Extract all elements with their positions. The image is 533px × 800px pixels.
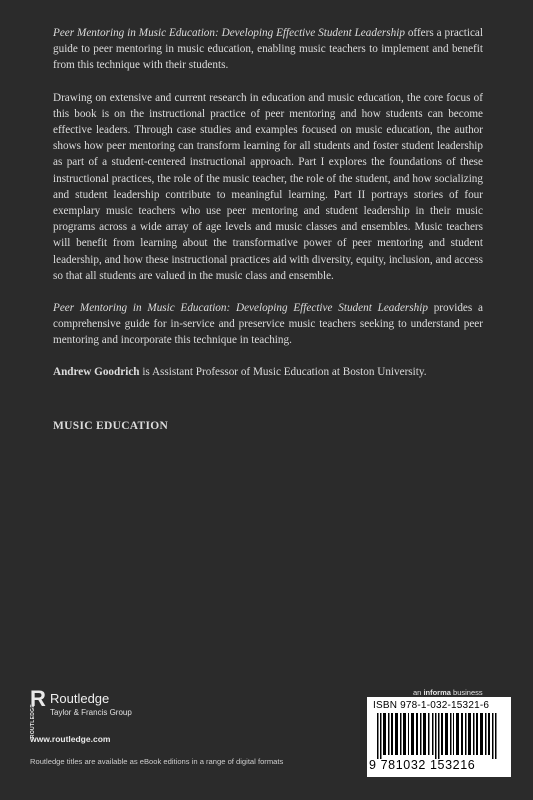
author-name: Andrew Goodrich	[53, 366, 140, 378]
book-title-italic: Peer Mentoring in Music Education: Developing Effective Student Leadership	[53, 27, 405, 39]
ebook-note: Routledge titles are available as eBook editions in a range of digital formats	[30, 757, 284, 766]
blurb	[53, 25, 483, 365]
publisher-url: www.routledge.com	[30, 734, 111, 744]
book-title-italic: Peer Mentoring in Music Education: Developing Effective Student Leadership	[53, 302, 428, 315]
isbn-barcode	[367, 697, 511, 777]
informa-tagline: an informa business	[413, 688, 483, 697]
blurb-paragraph-1: Peer Mentoring in Music Education: Developing Effective Student Leadership offers a practical guide to peer mentoring in music education, enabling music teachers to implement and benefit from this technique with their students.	[53, 27, 484, 72]
barcode-icon	[377, 713, 501, 759]
isbn-label: ISBN 978-1-032-15321-6	[373, 700, 490, 711]
subject-category: MUSIC EDUCATION	[53, 420, 169, 432]
publisher-name: Routledge	[50, 691, 110, 706]
barcode-digits: 9 781032 153216	[369, 758, 476, 772]
publisher-group: Taylor & Francis Group	[50, 708, 132, 717]
author-bio: Andrew Goodrich is Assistant Professor of Music Education at Boston University.	[53, 366, 427, 378]
blurb-paragraph-2: Drawing on extensive and current research in education and music education, the core focus of this book is on the instructional practice of peer mentoring and how students can become effective leaders. Through case studies and examples focused on music education, the author shows how peer mentoring can transform learning for all students and foster student leadership as part of a student-centered instructional approach. Part I explores the foundations of these instructional practices, the role of the music teacher, the role of the student, and how socializing and student leadership contribute to meaningful learning. Part II portrays stories of four exemplary music teachers who use peer mentoring and student leadership in their music programs across a wide array of age levels and music classes and ensembles. Music teachers will benefit from learning about the transformative power of peer mentoring and student leadership, and how these instructional practices aid with diversity, equity, inclusion, and access so that all students are valued in the music class and ensemble.	[53, 91, 483, 282]
blurb-paragraph-3: Peer Mentoring in Music Education: Developing Effective Student Leadership provides a comprehensive guide for in-service and preservice music teachers seeking to understand peer mentoring and incorporate this technique in teaching.	[53, 302, 483, 347]
routledge-r-icon: R ROUTLEDGE	[30, 686, 46, 739]
